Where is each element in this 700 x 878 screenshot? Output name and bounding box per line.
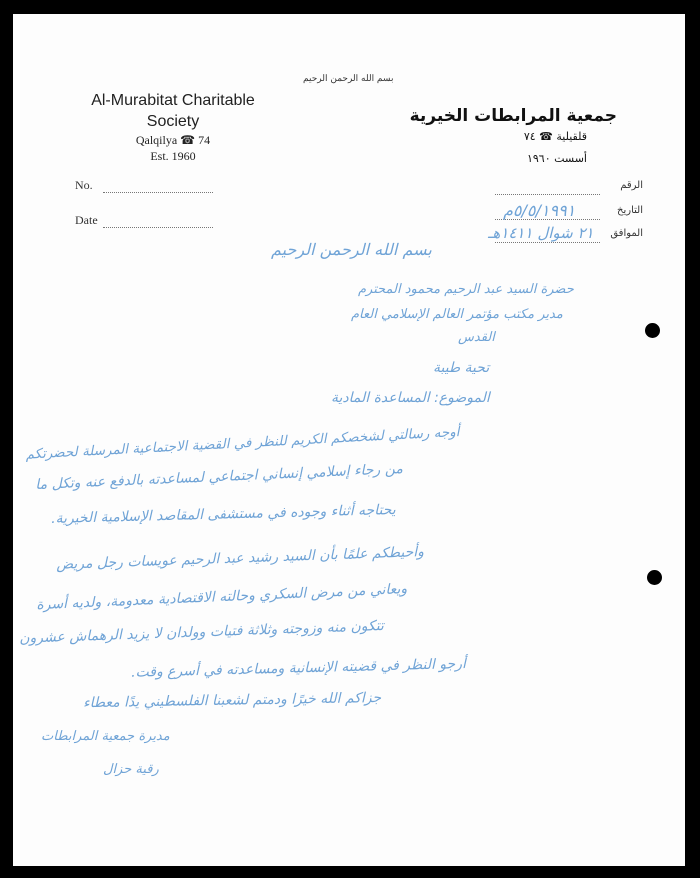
arabic-established: أسست ١٩٦٠	[526, 152, 587, 165]
body-line-1: أوجه رسالتي لشخصكم الكريم للنظر في القضية الاجتماعية المرسلة لحضرتكم	[25, 424, 460, 463]
ar-date-label: التاريخ	[617, 205, 643, 216]
body-line-3: يحتاجه أثناء وجوده في مستشفى المقاصد الإسلامية الخيرية.	[50, 502, 396, 528]
date-label: Date	[75, 213, 98, 227]
letter-sheet	[13, 14, 685, 866]
body-line-2: من رجاء إسلامي إنساني اجتماعي لمساعدته بالدفع عنه وتكل ما	[35, 461, 404, 494]
recipient-line-3: القدس	[458, 330, 495, 345]
body-line-4: وأحيطكم علمًا بأن السيد رشيد عبد الرحيم عويسات رجل مريض	[55, 544, 425, 573]
subject-line: الموضوع: المساعدة المادية	[331, 390, 490, 406]
body-line-6: تتكون منه وزوجته وثلاثة فتيات وولدان لا يزيد الرهماش عشرون	[18, 618, 385, 647]
ar-number-dotted-line	[495, 194, 600, 195]
arabic-letterhead	[410, 106, 617, 170]
letter-basmala: بسم الله الرحمن الرحيم	[271, 240, 432, 259]
greeting: تحية طيبة	[433, 360, 490, 376]
handwritten-hijri-date: ٢١ شوال ١٤١١هـ	[488, 224, 594, 242]
ar-number-label: الرقم	[620, 180, 643, 191]
arabic-letterhead-details	[410, 126, 617, 170]
english-society-name: Al-Murabitat Charitable Society	[91, 92, 255, 130]
letterhead-basmala: بسم الله الرحمن الرحيم	[303, 74, 394, 84]
recipient-line-1: حضرة السيد عبد الرحيم محمود المحترم	[358, 282, 574, 297]
signature-name: رقية حزال	[103, 762, 159, 777]
arabic-phone: قلقيلية ☎ ٧٤	[523, 130, 587, 143]
no-label: No.	[75, 178, 93, 192]
english-established: Est. 1960	[150, 149, 196, 163]
body-line-8: جزاكم الله خيرًا ودمتم لشعبنا الفلسطيني يدًا معطاء	[82, 690, 382, 712]
ar-hijri-label: الموافق	[610, 228, 643, 239]
date-dotted-line	[103, 227, 213, 228]
ar-hijri-dotted-line	[495, 242, 600, 243]
english-phone: Qalqilya ☎ 74	[135, 133, 211, 147]
arabic-society-name: جمعية المرابطات الخيرية	[409, 106, 617, 126]
signature-title: مديرة جمعية المرابطات	[41, 729, 170, 744]
body-line-7: أرجو النظر في قضيته الإنسانية ومساعدته في أسرع وقت.	[130, 656, 467, 681]
no-dotted-line	[103, 192, 213, 193]
handwritten-date: ٥/٥/١٩٩١م	[503, 201, 576, 220]
english-letterhead	[73, 90, 273, 164]
body-line-5: ويعاني من مرض السكري وحالته الاقتصادية معدومة، ولديه أسرة	[36, 581, 408, 614]
punch-hole-top	[645, 323, 660, 338]
recipient-line-2: مدير مكتب مؤتمر العالم الإسلامي العام	[351, 307, 563, 322]
punch-hole-bottom	[647, 570, 662, 585]
